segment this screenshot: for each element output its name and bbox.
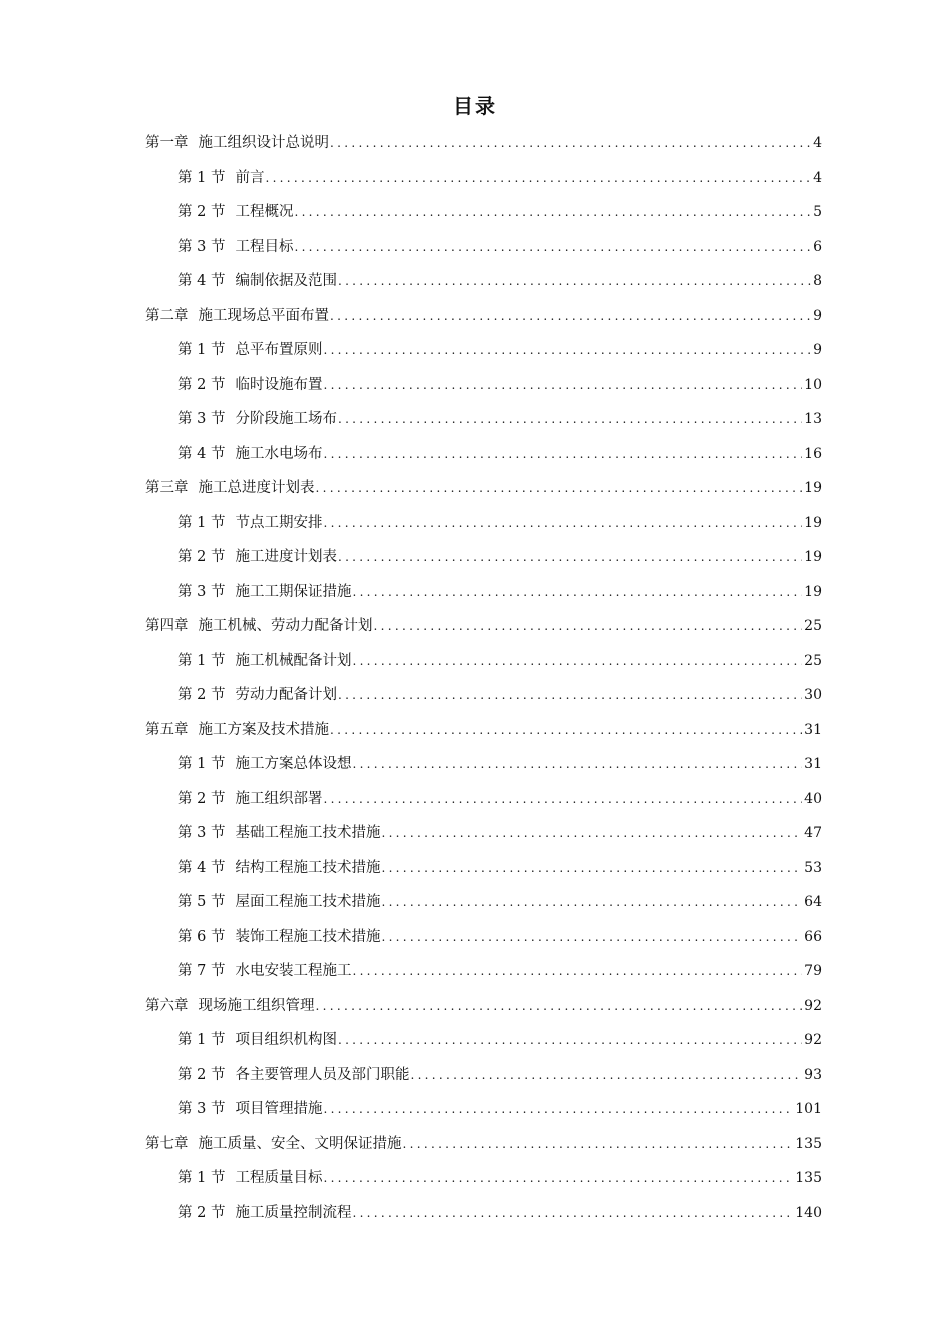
toc-entry-label [178, 437, 322, 472]
toc-section-entry[interactable] [145, 333, 822, 368]
toc-entry-page-number: 31 [804, 756, 822, 772]
toc-entry-page-number: 66 [804, 928, 822, 945]
toc-entry-page-number: 31 [804, 721, 822, 738]
toc-entry-number: 第 2 节 [178, 1066, 226, 1083]
toc-section-entry[interactable] [145, 954, 822, 989]
toc-entry-number: 第六章 [145, 997, 189, 1014]
toc-entry-number: 第 7 节 [178, 963, 226, 979]
toc-entry-label [178, 747, 351, 782]
toc-section-entry[interactable] [145, 402, 822, 437]
toc-entry-title: 各主要管理人员及部门职能 [235, 1066, 410, 1083]
toc-entry-title: 工程目标 [235, 238, 294, 255]
toc-entry-page-number: 16 [804, 445, 822, 462]
toc-dot-leader [323, 1092, 793, 1127]
toc-entry-page-number: 4 [813, 135, 822, 151]
toc-entry-label [178, 782, 322, 817]
toc-dot-leader [338, 540, 802, 575]
toc-section-entry[interactable] [145, 678, 822, 713]
toc-entry-page-number: 19 [804, 480, 822, 496]
toc-entry-title: 临时设施布置 [235, 376, 323, 393]
toc-entry-page-number: 47 [804, 825, 822, 841]
toc-entry-label [178, 954, 351, 989]
toc-entry-page-number: 93 [804, 1066, 822, 1083]
toc-section-entry[interactable] [145, 161, 822, 196]
toc-dot-leader [294, 195, 811, 230]
toc-entry-number: 第七章 [145, 1135, 189, 1152]
toc-dot-leader [323, 368, 802, 403]
toc-dot-leader [338, 264, 811, 299]
toc-entry-number: 第三章 [145, 480, 189, 496]
toc-entry-title: 现场施工组织管理 [198, 997, 315, 1014]
toc-entry-title: 施工进度计划表 [235, 549, 337, 565]
toc-entry-page-number: 19 [804, 583, 822, 600]
toc-section-entry[interactable] [145, 920, 822, 955]
toc-entry-number: 第 3 节 [178, 411, 226, 427]
toc-entry-number: 第 4 节 [178, 859, 226, 876]
toc-entry-label [178, 644, 351, 679]
toc-entry-label [178, 368, 322, 403]
toc-entry-label [178, 230, 293, 265]
toc-section-entry[interactable] [145, 1161, 822, 1196]
toc-dot-leader [323, 506, 802, 541]
toc-entry-title: 施工组织部署 [235, 790, 323, 807]
toc-entry-label [178, 1161, 322, 1196]
toc-entry-label [178, 264, 337, 299]
toc-dot-leader [403, 1127, 794, 1162]
toc-section-entry[interactable] [145, 885, 822, 920]
toc-entry-title: 施工质量控制流程 [235, 1204, 352, 1221]
toc-entry-title: 施工方案及技术措施 [198, 721, 329, 738]
toc-entry-title: 施工总进度计划表 [198, 480, 315, 496]
toc-entry-number: 第 3 节 [178, 1101, 226, 1117]
toc-entry-title: 施工质量、安全、文明保证措施 [198, 1135, 402, 1152]
toc-entry-label [178, 885, 380, 920]
toc-entry-number: 第 2 节 [178, 376, 226, 393]
toc-entry-title: 施工组织设计总说明 [198, 135, 329, 151]
toc-entry-number: 第二章 [145, 307, 189, 324]
toc-entry-number: 第一章 [145, 135, 189, 151]
toc-dot-leader [265, 161, 811, 196]
toc-entry-title: 施工机械配备计划 [235, 652, 352, 669]
toc-entry-label [145, 471, 315, 506]
toc-dot-leader [381, 885, 802, 920]
toc-entry-number: 第 4 节 [178, 273, 226, 289]
toc-section-entry[interactable] [145, 195, 822, 230]
toc-entry-title: 分阶段施工场布 [235, 411, 337, 427]
toc-entry-title: 工程概况 [235, 204, 294, 220]
toc-dot-leader [410, 1058, 802, 1093]
toc-dot-leader [338, 1023, 802, 1058]
toc-entry-label [178, 1058, 409, 1093]
toc-dot-leader [352, 954, 802, 989]
toc-entry-number: 第 4 节 [178, 445, 226, 462]
toc-entry-number: 第 1 节 [178, 652, 226, 669]
toc-dot-leader [316, 471, 803, 506]
toc-entry-page-number: 19 [804, 514, 822, 531]
toc-dot-leader [323, 1161, 793, 1196]
toc-entry-number: 第 1 节 [178, 514, 226, 531]
toc-entry-number: 第 1 节 [178, 1032, 226, 1048]
toc-dot-leader [330, 126, 811, 161]
toc-entry-title: 施工现场总平面布置 [198, 307, 329, 324]
toc-section-entry[interactable] [145, 575, 822, 610]
toc-chapter-entry[interactable] [145, 126, 822, 161]
toc-dot-leader [323, 333, 811, 368]
toc-entry-page-number: 92 [804, 997, 822, 1014]
toc-dot-leader [294, 230, 811, 265]
toc-entry-page-number: 5 [813, 204, 822, 220]
toc-list [145, 126, 822, 1230]
toc-entry-label [145, 126, 329, 161]
toc-entry-title: 施工水电场布 [235, 445, 323, 462]
toc-entry-title: 工程质量目标 [235, 1170, 323, 1186]
toc-section-entry[interactable] [145, 1023, 822, 1058]
toc-dot-leader [323, 782, 802, 817]
toc-section-entry[interactable] [145, 437, 822, 472]
toc-entry-page-number: 30 [804, 687, 822, 703]
toc-chapter-entry[interactable] [145, 299, 822, 334]
toc-section-entry[interactable] [145, 782, 822, 817]
toc-entry-page-number: 53 [804, 859, 822, 876]
toc-entry-number: 第 1 节 [178, 342, 226, 358]
toc-entry-number: 第 2 节 [178, 204, 226, 220]
toc-entry-page-number: 8 [813, 273, 822, 289]
toc-section-entry[interactable] [145, 1196, 822, 1231]
toc-title: 目录 [453, 94, 497, 118]
toc-entry-number: 第 6 节 [178, 928, 226, 945]
toc-entry-title: 项目组织机构图 [235, 1032, 337, 1048]
toc-entry-title: 前言 [235, 169, 265, 186]
toc-dot-leader [352, 644, 802, 679]
toc-entry-title: 水电安装工程施工 [235, 963, 352, 979]
toc-entry-label [145, 1127, 402, 1162]
toc-entry-number: 第 1 节 [178, 1170, 226, 1186]
toc-entry-number: 第 1 节 [178, 756, 226, 772]
toc-entry-label [178, 851, 380, 886]
toc-entry-title: 装饰工程施工技术措施 [235, 928, 381, 945]
toc-entry-page-number: 9 [813, 307, 822, 324]
toc-entry-page-number: 6 [813, 238, 822, 255]
toc-entry-label [145, 989, 315, 1024]
toc-entry-number: 第 1 节 [178, 169, 226, 186]
toc-entry-label [178, 575, 351, 610]
toc-entry-label [178, 816, 380, 851]
toc-entry-page-number: 40 [804, 790, 822, 807]
toc-dot-leader [381, 920, 802, 955]
toc-section-entry[interactable] [145, 1058, 822, 1093]
toc-entry-page-number: 10 [804, 376, 822, 393]
toc-entry-label [178, 1196, 351, 1231]
toc-dot-leader [352, 575, 802, 610]
toc-entry-number: 第 2 节 [178, 549, 226, 565]
toc-entry-label [178, 161, 264, 196]
toc-entry-page-number: 79 [804, 963, 822, 979]
toc-chapter-entry[interactable] [145, 713, 822, 748]
toc-entry-title: 结构工程施工技术措施 [235, 859, 381, 876]
toc-entry-page-number: 4 [813, 169, 822, 186]
toc-dot-leader [316, 989, 803, 1024]
toc-dot-leader [330, 713, 802, 748]
toc-section-entry[interactable] [145, 851, 822, 886]
toc-section-entry[interactable] [145, 264, 822, 299]
toc-dot-leader [323, 437, 802, 472]
toc-dot-leader [381, 816, 802, 851]
toc-section-entry[interactable] [145, 644, 822, 679]
toc-entry-title: 编制依据及范围 [235, 273, 337, 289]
toc-entry-title: 总平布置原则 [235, 342, 323, 358]
toc-entry-title: 屋面工程施工技术措施 [235, 894, 381, 910]
toc-entry-number: 第 2 节 [178, 790, 226, 807]
toc-entry-label [178, 506, 322, 541]
toc-entry-label [178, 195, 293, 230]
toc-entry-page-number: 101 [795, 1101, 822, 1117]
toc-entry-number: 第 3 节 [178, 825, 226, 841]
toc-section-entry[interactable] [145, 747, 822, 782]
toc-entry-page-number: 135 [795, 1135, 822, 1152]
toc-dot-leader [374, 609, 803, 644]
toc-entry-number: 第 5 节 [178, 894, 226, 910]
toc-chapter-entry[interactable] [145, 609, 822, 644]
toc-dot-leader [338, 678, 802, 713]
toc-entry-title: 劳动力配备计划 [235, 687, 337, 703]
toc-entry-number: 第四章 [145, 618, 189, 634]
toc-entry-title: 施工工期保证措施 [235, 583, 352, 600]
toc-section-entry[interactable] [145, 1092, 822, 1127]
toc-section-entry[interactable] [145, 368, 822, 403]
toc-entry-label [145, 299, 329, 334]
toc-dot-leader [338, 402, 802, 437]
toc-dot-leader [330, 299, 811, 334]
toc-entry-label [178, 1092, 322, 1127]
toc-entry-title: 项目管理措施 [235, 1101, 323, 1117]
toc-section-entry[interactable] [145, 816, 822, 851]
toc-entry-label [178, 678, 337, 713]
toc-entry-page-number: 64 [804, 894, 822, 910]
toc-entry-title: 节点工期安排 [235, 514, 323, 531]
toc-entry-page-number: 13 [804, 411, 822, 427]
toc-dot-leader [381, 851, 802, 886]
toc-entry-page-number: 19 [804, 549, 822, 565]
toc-dot-leader [352, 1196, 793, 1231]
toc-chapter-entry[interactable] [145, 989, 822, 1024]
toc-entry-number: 第 2 节 [178, 1204, 226, 1221]
toc-entry-label [178, 333, 322, 368]
toc-entry-number: 第五章 [145, 721, 189, 738]
toc-section-entry[interactable] [145, 230, 822, 265]
toc-entry-page-number: 25 [804, 618, 822, 634]
toc-entry-title: 施工机械、劳动力配备计划 [198, 618, 373, 634]
toc-entry-number: 第 3 节 [178, 238, 226, 255]
toc-chapter-entry[interactable] [145, 1127, 822, 1162]
toc-section-entry[interactable] [145, 506, 822, 541]
toc-entry-page-number: 92 [804, 1032, 822, 1048]
toc-entry-page-number: 135 [795, 1170, 822, 1186]
toc-entry-page-number: 9 [813, 342, 822, 358]
toc-entry-label [145, 609, 373, 644]
toc-entry-number: 第 3 节 [178, 583, 226, 600]
toc-entry-label [178, 540, 337, 575]
toc-entry-number: 第 2 节 [178, 687, 226, 703]
toc-section-entry[interactable] [145, 540, 822, 575]
toc-chapter-entry[interactable] [145, 471, 822, 506]
toc-entry-title: 施工方案总体设想 [235, 756, 352, 772]
toc-dot-leader [352, 747, 802, 782]
toc-entry-label [178, 920, 380, 955]
toc-entry-label [178, 1023, 337, 1058]
toc-entry-label [178, 402, 337, 437]
toc-entry-title: 基础工程施工技术措施 [235, 825, 381, 841]
toc-entry-label [145, 713, 329, 748]
toc-entry-page-number: 25 [804, 652, 822, 669]
toc-entry-page-number: 140 [795, 1204, 822, 1221]
